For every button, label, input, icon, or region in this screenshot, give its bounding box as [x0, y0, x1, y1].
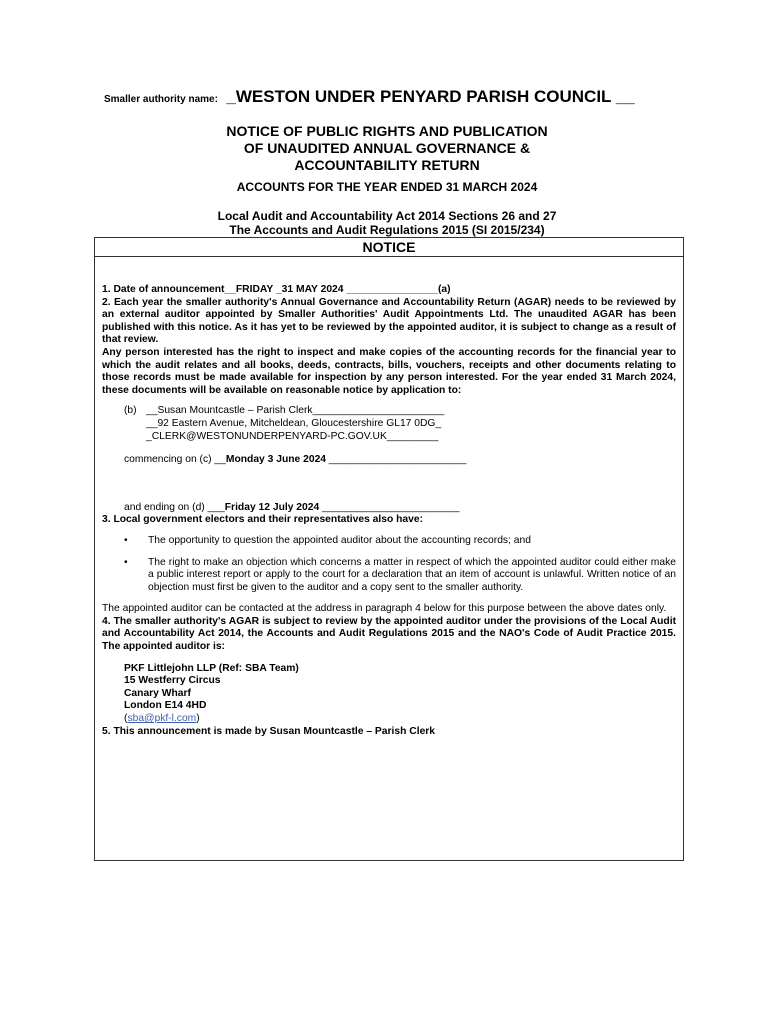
announcement-date: 1. Date of announcement__FRIDAY _31 MAY 2024 ________________(a)	[102, 284, 451, 295]
accounts-period: ACCOUNTS FOR THE YEAR ENDED 31 MARCH 2024	[236, 180, 538, 194]
document-title	[150, 123, 624, 174]
list-item: • The right to make an objection which concerns a matter in respect of which the appointed auditor could either make a public interest report or apply to the court for a declaration that an item of account is unlawful. Written notice of an objection must first be given to the auditor and a copy sent to the smaller authority.	[124, 556, 676, 593]
contact-marker: (b)	[124, 405, 137, 417]
auditor-address	[124, 663, 676, 726]
ending-date: Friday 12 July 2024	[224, 501, 320, 513]
authority-name: _WESTON UNDER PENYARD PARISH COUNCIL __	[226, 87, 635, 106]
title-line-3: ACCOUNTABILITY RETURN	[294, 157, 480, 173]
bullet-icon: •	[124, 556, 128, 568]
commencing-suffix: ________________________	[326, 454, 467, 466]
bullet-icon: •	[124, 534, 128, 546]
contact-address: __92 Eastern Avenue, Mitcheldean, Gloucestershire GL17 0DG_	[146, 417, 442, 429]
title-line-2: OF UNAUDITED ANNUAL GOVERNANCE &	[243, 140, 531, 156]
auditor-contact-note: The appointed auditor can be contacted at the address in paragraph 4 below for this purpose between the above dates only.	[102, 603, 667, 615]
section-2-paragraph-2: Any person interested has the right to inspect and make copies of the accounting records for the financial year to which the audit relates and all books, deeds, contracts, bills, vouchers, receipts and other documents relating to those records must be made available for inspection by any person interested. For the year ended 31 March 2024, these documents will be available on reasonable notice by application to:	[102, 346, 676, 396]
commencing-date-line	[124, 454, 676, 467]
title-line-1: NOTICE OF PUBLIC RIGHTS AND PUBLICATION	[226, 123, 548, 139]
auditor-address-line-2: Canary Wharf	[124, 687, 191, 699]
legislation-line-1: Local Audit and Accountability Act 2014 Sections 26 and 27	[217, 209, 557, 223]
contact-email: _CLERK@WESTONUNDERPENYARD-PC.GOV.UK_________	[146, 430, 439, 442]
ending-prefix: and ending on (d) ___	[124, 501, 225, 513]
section-4-text: 4. The smaller authority's AGAR is subject to review by the appointed auditor under the provisions of the Local Audit and Accountability Act 2014, the Accounts and Audit Regulations 2015 and the NAO's Code of Audit Practice 2015. The appointed auditor is:	[102, 615, 676, 653]
auditor-address-line-3: London E14 4HD	[124, 700, 207, 712]
auditor-email-link[interactable]: sba@pkf-l.com	[127, 713, 197, 725]
commencing-date: Monday 3 June 2024	[225, 454, 327, 466]
authority-label: Smaller authority name:	[104, 94, 218, 105]
list-item: • The opportunity to question the appointed auditor about the accounting records; and	[124, 534, 531, 546]
legislation-line-2: The Accounts and Audit Regulations 2015 (SI 2015/234)	[229, 223, 545, 237]
ending-suffix: ________________________	[319, 501, 460, 513]
section-5-text: 5. This announcement is made by Susan Mountcastle – Parish Clerk	[102, 725, 436, 737]
notice-content	[95, 257, 683, 738]
clerk-contact	[124, 405, 676, 443]
notice-heading: NOTICE	[95, 238, 683, 257]
auditor-name: PKF Littlejohn LLP (Ref: SBA Team)	[124, 662, 299, 674]
legislation-reference	[150, 209, 624, 237]
contact-name: __Susan Mountcastle – Parish Clerk_______________________	[146, 405, 445, 417]
elector-rights-list	[102, 535, 676, 594]
commencing-prefix: commencing on (c) __	[124, 454, 226, 466]
authority-name-line	[104, 87, 635, 107]
auditor-email-line: (sba@pkf-l.com)	[124, 713, 200, 725]
section-2-paragraph-1: 2. Each year the smaller authority's Annual Governance and Accountability Return (AGAR) needs to be reviewed by an external auditor appointed by Smaller Authorities' Audit Appointments Ltd. The unaudited AGAR has been published with this notice. As it has yet to be reviewed by the appointed auditor, it is subject to change as a result of that review.	[102, 296, 676, 346]
auditor-address-line-1: 15 Westferry Circus	[124, 675, 221, 687]
notice-box	[94, 237, 684, 861]
section-3-heading: 3. Local government electors and their representatives also have:	[102, 514, 424, 526]
ending-date-line	[124, 502, 676, 515]
